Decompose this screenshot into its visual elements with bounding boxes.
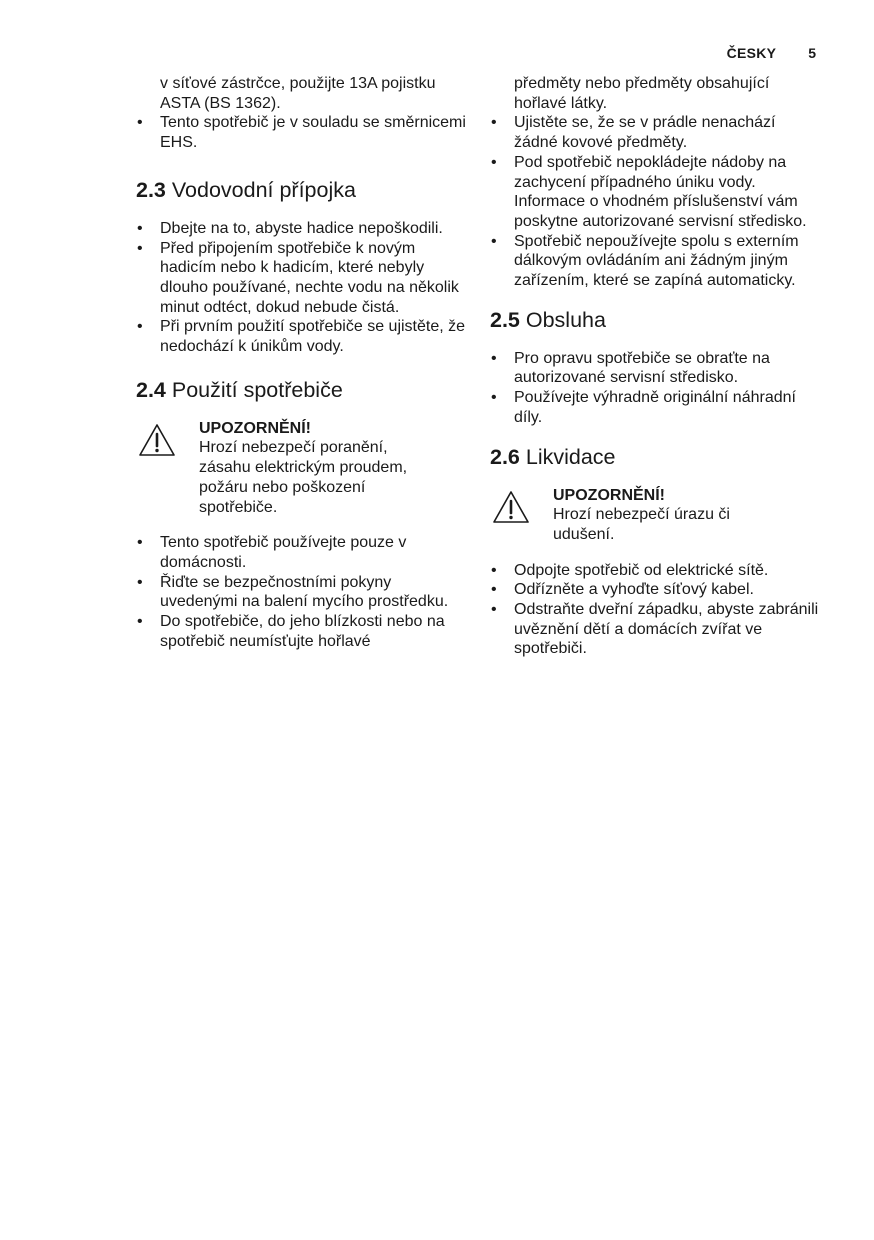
list-item: • Do spotřebiče, do jeho blízkosti nebo na spotřebič neumísťujte hořlavé	[136, 612, 466, 651]
bullet-list	[490, 349, 820, 428]
section-number: 2.4	[136, 377, 166, 402]
left-column	[136, 74, 466, 651]
list-item: • Před připojením spotřebiče k novým hadicím nebo k hadicím, které nebyly dlouho používané, nechte vodu na několik minut odtéct, dokud nebude čistá.	[136, 239, 466, 318]
warning-title: UPOZORNĚNÍ!	[553, 486, 665, 504]
section-title: Likvidace	[525, 444, 616, 469]
list-item: • Ujistěte se, že se v prádle nenachází žádné kovové předměty.	[490, 113, 820, 152]
list-item: • Používejte výhradně originální náhradní díly.	[490, 388, 820, 427]
bullet-list	[490, 561, 820, 660]
list-item: • Odpojte spotřebič od elektrické sítě.	[490, 561, 820, 581]
bullet-list	[490, 113, 820, 290]
list-item: • Dbejte na to, abyste hadice nepoškodili.	[136, 219, 466, 239]
warning-triangle-icon	[492, 490, 530, 524]
list-item: • Spotřebič nepoužívejte spolu s externím dálkovým ovládáním ani žádným jiným zařízením, které se zapíná automaticky.	[490, 232, 820, 291]
continued-text: v síťové zástrčce, použijte 13A pojistku ASTA (BS 1362).	[160, 75, 436, 112]
right-column	[490, 74, 820, 659]
language-label: ČESKY	[726, 45, 777, 61]
page-number: 5	[808, 45, 816, 61]
list-item: • Pod spotřebič nepokládejte nádoby na zachycení případného úniku vody. Informace o vhodném příslušenství vám poskytne autorizované servisní středisko.	[490, 153, 820, 232]
section-number: 2.3	[136, 177, 166, 202]
list-item: • Při prvním použití spotřebiče se ujistěte, že nedochází k únikům vody.	[136, 317, 466, 356]
bullet-list	[136, 219, 466, 357]
section-title: Použití spotřebiče	[171, 377, 343, 402]
list-item: • Pro opravu spotřebiče se obraťte na autorizované servisní středisko.	[490, 349, 820, 388]
warning-triangle-icon	[138, 423, 176, 457]
section-heading-2-5	[490, 307, 820, 333]
section-heading-2-3	[136, 177, 466, 203]
section-title: Obsluha	[525, 307, 606, 332]
section-title: Vodovodní přípojka	[171, 177, 356, 202]
list-item: • Odstraňte dveřní západku, abyste zabránili uvěznění dětí a domácích zvířat ve spotřebiči.	[490, 600, 820, 659]
warning-box	[490, 486, 778, 545]
list-item: • Tento spotřebič je v souladu se směrnicemi EHS.	[136, 113, 466, 152]
warning-text: Hrozí nebezpečí úrazu či udušení.	[553, 506, 730, 543]
warning-box	[136, 419, 424, 518]
list-item: • Odřízněte a vyhoďte síťový kabel.	[490, 580, 820, 600]
section-heading-2-6	[490, 444, 820, 470]
section-heading-2-4	[136, 377, 466, 403]
continued-text: předměty nebo předměty obsahující hořlavé látky.	[514, 75, 770, 112]
list-item: • Řiďte se bezpečnostními pokyny uvedenými na balení mycího prostředku.	[136, 573, 466, 612]
section-number: 2.6	[490, 444, 520, 469]
list-item: • Tento spotřebič používejte pouze v domácnosti.	[136, 533, 466, 572]
warning-title: UPOZORNĚNÍ!	[199, 419, 311, 437]
page-header	[727, 45, 816, 61]
section-number: 2.5	[490, 307, 520, 332]
warning-text: Hrozí nebezpečí poranění, zásahu elektrickým proudem, požáru nebo poškození spotřebiče.	[199, 439, 408, 516]
bullet-list	[136, 533, 466, 651]
bullet-list	[136, 113, 466, 152]
